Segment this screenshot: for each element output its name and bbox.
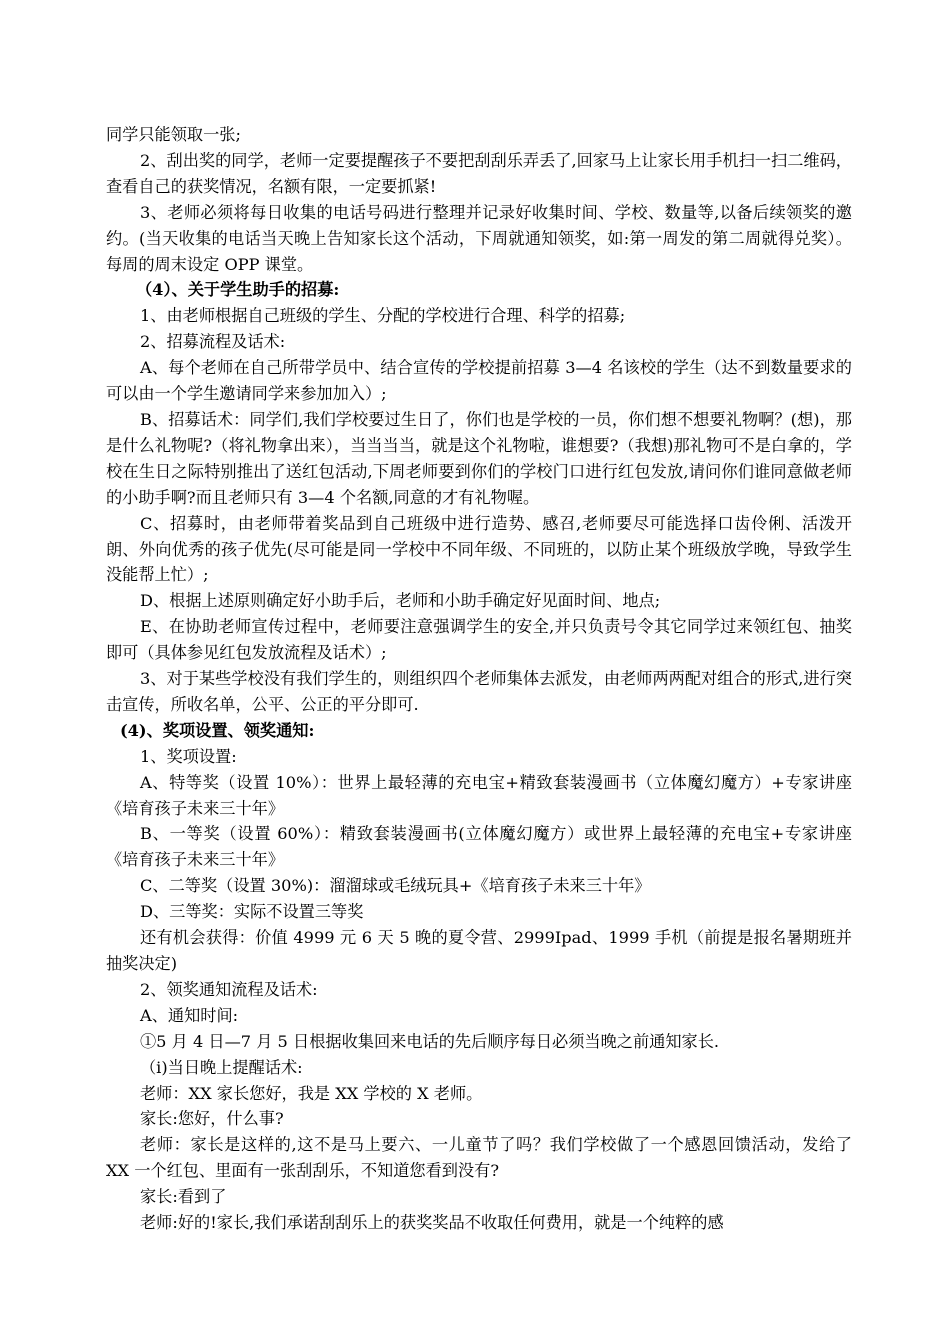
paragraph-27: 家长:看到了 bbox=[140, 1187, 227, 1207]
paragraph-23: （i)当日晚上提醒话术: bbox=[140, 1057, 303, 1077]
paragraph-21: A、通知时间: bbox=[140, 1005, 239, 1025]
section-heading-prizes: (4)、奖项设置、领奖通知: bbox=[120, 720, 315, 740]
paragraph-26: 老师：家长是这样的,这不是马上要六、一儿童节了吗？我们学校做了一个感恩回馈活动，发给了 XX 一个红包、里面有一张刮刮乐，不知道您看到没有? bbox=[106, 1135, 852, 1181]
paragraph-18: D、三等奖：实际不设置三等奖 bbox=[140, 902, 364, 922]
paragraph-16: B、一等奖（设置 60%）：精致套装漫画书(立体魔幻魔方）或世界上最轻薄的充电宝+专家讲座《培育孩子未来三十年》 bbox=[106, 824, 852, 870]
paragraph-22: ①5 月 4 日—7 月 5 日根据收集回来电话的先后顺序每日必须当晚之前通知家长. bbox=[140, 1031, 720, 1051]
paragraph-24: 老师：XX 家长您好，我是 XX 学校的 X 老师。 bbox=[140, 1083, 483, 1103]
paragraph-3: 3、老师必须将每日收集的电话号码进行整理并记录好收集时间、学校、数量等,以备后续领奖的邀约。(当天收集的电话当天晚上告知家长这个活动，下周就通知领奖，如:第一周发的第二周就得兑奖）。每周的周末设定 OPP 课堂。 bbox=[106, 202, 852, 274]
paragraph-5: 1、由老师根据自己班级的学生、分配的学校进行合理、科学的招募; bbox=[140, 306, 626, 326]
paragraph-1: 同学只能领取一张; bbox=[106, 125, 241, 144]
paragraph-10: D、根据上述原则确定好小助手后，老师和小助手确定好见面时间、地点; bbox=[140, 591, 661, 611]
paragraph-12: 3、对于某些学校没有我们学生的，则组织四个老师集体去派发，由老师两两配对组合的形式,进行突击宣传，所收名单，公平、公正的平分即可. bbox=[106, 669, 852, 714]
paragraph-9: C、招募时，由老师带着奖品到自己班级中进行造势、感召,老师要尽可能选择口齿伶俐、活泼开朗、外向优秀的孩子优先(尽可能是同一学校中不同年级、不同班的，以防止某个班级放学晚，导致学生没能帮上忙）; bbox=[106, 513, 852, 585]
section-heading-student-helpers: （4）、关于学生助手的招募: bbox=[136, 280, 340, 300]
paragraph-20: 2、领奖通知流程及话术: bbox=[140, 979, 318, 999]
paragraph-8: B、招募话术：同学们,我们学校要过生日了，你们也是学校的一员，你们想不想要礼物啊？(想)，那是什么礼物呢?（将礼物拿出来），当当当当，就是这个礼物啦，谁想要?（我想)那礼物可不是白拿的，学校在生日之际特别推出了送红包活动,下周老师要到你们的学校门口进行红包发放,请问你们谁同意做老师的小助手啊?而且老师只有 3—4 个名额,同意的才有礼物喔。 bbox=[106, 409, 852, 507]
paragraph-15: A、特等奖（设置 10%）：世界上最轻薄的充电宝+精致套装漫画书（立体魔幻魔方）+专家讲座《培育孩子未来三十年》 bbox=[106, 772, 852, 818]
paragraph-17: C、二等奖（设置 30%)：溜溜球或毛绒玩具+《培育孩子未来三十年》 bbox=[140, 876, 651, 896]
paragraph-14: 1、奖项设置: bbox=[140, 746, 237, 766]
paragraph-2: 2、刮出奖的同学，老师一定要提醒孩子不要把刮刮乐弄丢了,回家马上让家长用手机扫一扫二维码，查看自己的获奖情况，名额有限，一定要抓紧! bbox=[106, 150, 852, 196]
paragraph-28: 老师:好的!家长,我们承诺刮刮乐上的获奖奖品不收取任何费用，就是一个纯粹的感 bbox=[140, 1213, 724, 1233]
paragraph-25: 家长:您好，什么事? bbox=[140, 1109, 284, 1129]
paragraph-19: 还有机会获得：价值 4999 元 6 天 5 晚的夏令营、2999Ipad、1999 手机（前提是报名暑期班并抽奖决定) bbox=[106, 928, 852, 973]
paragraph-11: E、在协助老师宣传过程中，老师要注意强调学生的安全,并只负责号令其它同学过来领红包、抽奖即可（具体参见红包发放流程及话术）; bbox=[106, 617, 852, 663]
paragraph-7: A、每个老师在自己所带学员中、结合宣传的学校提前招募 3—4 名该校的学生（达不到数量要求的可以由一个学生邀请同学来参加加入）; bbox=[106, 358, 852, 404]
paragraph-6: 2、招募流程及话术: bbox=[140, 332, 286, 352]
